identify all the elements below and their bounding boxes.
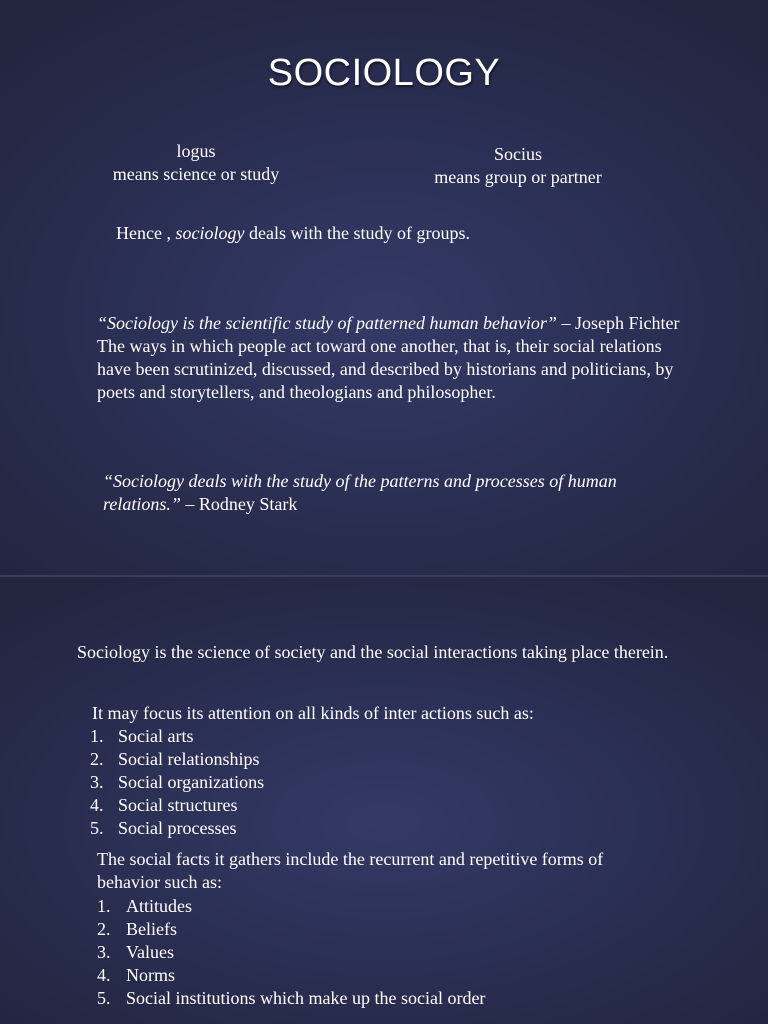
item-number: 5. xyxy=(97,988,111,1008)
fichter-block xyxy=(97,312,697,404)
intro-text: Sociology is the science of society and the social interactions taking place therein. xyxy=(77,642,669,662)
relations-paragraph: The ways in which people act toward one another, that is, their social relations have been scrutinized, discussed, and described by historians and politicians, by poets and storytellers, and theologians and philosopher. xyxy=(97,336,674,402)
item-text: Norms xyxy=(126,965,175,985)
hence-prefix: Hence , xyxy=(116,223,176,243)
item-text: Social organizations xyxy=(118,772,265,792)
item-number: 2. xyxy=(90,749,104,769)
list-item xyxy=(90,725,264,748)
item-text: Values xyxy=(126,942,174,962)
facts-list xyxy=(97,895,485,1010)
fichter-quote: “Sociology is the scientific study of patterned human behavior” xyxy=(97,313,557,333)
stark-block xyxy=(103,470,663,516)
item-text: Social relationships xyxy=(118,749,260,769)
hence-statement xyxy=(116,222,470,245)
item-text: Attitudes xyxy=(126,896,192,916)
item-number: 2. xyxy=(97,919,111,939)
item-text: Social institutions which make up the social order xyxy=(126,988,486,1008)
logus-meaning: means science or study xyxy=(112,164,280,184)
list-item xyxy=(90,817,264,840)
item-number: 5. xyxy=(90,818,104,838)
stark-author: – Rodney Stark xyxy=(180,494,298,514)
item-text: Beliefs xyxy=(126,919,177,939)
list-item xyxy=(97,987,485,1010)
fichter-author: – Joseph Fichter xyxy=(556,313,680,333)
item-number: 4. xyxy=(90,795,104,815)
facts-heading: The social facts it gathers include the recurrent and repetitive forms of behavior such as: xyxy=(97,849,604,892)
item-number: 1. xyxy=(97,896,111,916)
stark-quote: “Sociology deals with the study of the patterns and processes of human relations.” xyxy=(103,471,617,514)
socius-word: Socius xyxy=(493,144,542,164)
socius-definition xyxy=(412,143,624,189)
item-number: 3. xyxy=(97,942,111,962)
item-number: 1. xyxy=(90,726,104,746)
item-text: Social structures xyxy=(118,795,238,815)
list-item xyxy=(90,748,264,771)
hence-emphasis: sociology xyxy=(175,223,245,243)
hence-suffix: deals with the study of groups. xyxy=(244,223,470,243)
logus-definition xyxy=(96,140,296,186)
logus-word: logus xyxy=(176,141,216,161)
socius-meaning: means group or partner xyxy=(434,167,602,187)
list-item xyxy=(97,964,485,987)
item-text: Social processes xyxy=(118,818,237,838)
focus-heading: It may focus its attention on all kinds of inter actions such as: xyxy=(92,703,534,723)
list-item xyxy=(90,771,264,794)
slide-title: SOCIOLOGY xyxy=(267,52,501,94)
list-item xyxy=(97,895,485,918)
item-text: Social arts xyxy=(118,726,194,746)
slide-2 xyxy=(0,577,768,1024)
item-number: 3. xyxy=(90,772,104,792)
item-number: 4. xyxy=(97,965,111,985)
list-item xyxy=(97,918,485,941)
list-item xyxy=(90,794,264,817)
list-item xyxy=(97,941,485,964)
focus-list xyxy=(90,725,264,840)
